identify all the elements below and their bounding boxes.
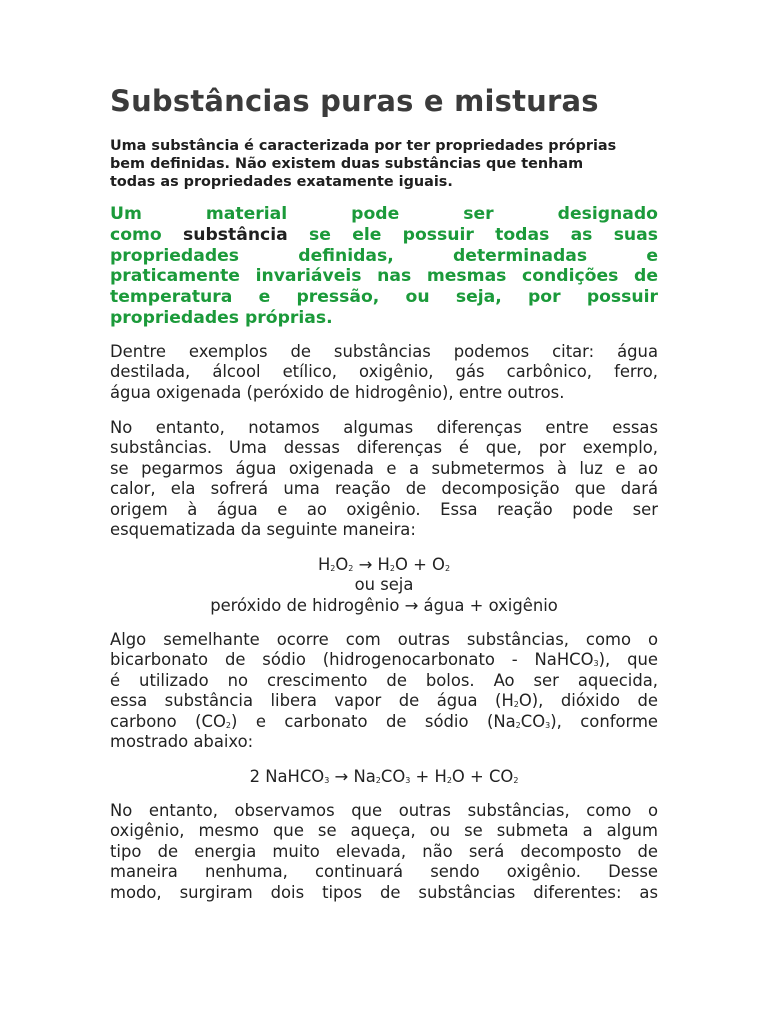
definition-text: se ele possuir todas as suas (287, 224, 658, 245)
intro-line: Uma substância é caracterizada por ter propriedades próprias (110, 138, 617, 154)
text-line: água oxigenada (peróxido de hidrogênio), entre outros. (110, 382, 565, 402)
text-line (110, 650, 658, 670)
equation-h2o2-formula (110, 555, 658, 575)
equation-nahco3 (110, 767, 658, 787)
definition-line: propriedades definidas, determinadas e (110, 245, 658, 266)
eq-subscript: 3 (405, 776, 411, 785)
substancia-highlight: substância (183, 224, 288, 245)
eq-subscript: 2 (348, 564, 354, 573)
text-line: origem à água e ao oxigênio. Essa reação pode ser (110, 499, 658, 519)
definition-line: Um material pode ser designado (110, 204, 658, 224)
eq-text: + H (410, 767, 447, 786)
text-line: maneira nenhuma, continuará sendo oxigênio. Desse (110, 862, 658, 882)
intro-line: bem definidas. Não existem duas substâncias que tenham (110, 156, 584, 172)
eq-subscript: 2 (446, 776, 452, 785)
page-title: Substâncias puras e misturas (110, 84, 599, 118)
eq-text: H (317, 555, 331, 574)
text-segment: ) e carbonato de sódio (Na (230, 711, 516, 731)
eq-subscript: 3 (324, 776, 330, 785)
eq-text: → H (353, 555, 390, 574)
text-line: No entanto, observamos que outras substâncias, como o (110, 801, 658, 820)
text-line: substâncias. Uma dessas diferenças é que, por exemplo, (110, 438, 658, 458)
eq-subscript: 2 (513, 776, 519, 785)
bicarbonate-paragraph (110, 630, 658, 752)
text-line: Algo semelhante ocorre com outras substâncias, como o (110, 630, 658, 649)
intro-line: todas as propriedades exatamente iguais. (110, 174, 453, 190)
oxygen-paragraph (110, 801, 658, 903)
eq-subscript: 2 (444, 564, 451, 573)
text-line: No entanto, notamos algumas diferenças entre essas (110, 418, 658, 437)
text-line: oxigênio, mesmo que se aqueça, ou se submeta a algum (110, 821, 658, 841)
equation-h2o2-words: peróxido de hidrogênio → água + oxigênio (210, 596, 558, 615)
text-line: esquematizada da seguinte maneira: (110, 520, 416, 540)
text-line: Dentre exemplos de substâncias podemos citar: água (110, 342, 658, 361)
eq-subscript: 2 (389, 564, 395, 573)
text-segment: O), dióxido de (518, 691, 658, 711)
text-line: se pegarmos água oxigenada e a submetermos à luz e ao (110, 458, 658, 478)
eq-text: O + CO (451, 767, 514, 786)
subscript: 2 (225, 720, 231, 730)
text-line: é utilizado no crescimento de bolos. Ao ser aquecida, (110, 670, 658, 690)
definition-line (110, 225, 658, 246)
text-segment: essa substância libera vapor de água (H (110, 691, 514, 711)
eq-text: 2 NaHCO (249, 767, 325, 786)
definition-paragraph (110, 204, 658, 329)
text-line: tipo de energia muito elevada, não será decomposto de (110, 841, 658, 861)
eq-text: O (335, 555, 349, 574)
text-segment: ), conforme (550, 711, 659, 731)
eq-text: + O (407, 555, 445, 574)
examples-paragraph (110, 342, 658, 403)
eq-text: O (394, 555, 408, 574)
equation-ou-seja: ou seja (354, 575, 414, 594)
subscript: 2 (515, 720, 521, 730)
definition-text: como (110, 224, 183, 245)
eq-subscript: 2 (330, 564, 336, 573)
text-line: modo, surgiram dois tipos de substâncias diferentes: as (110, 882, 658, 902)
text-line (110, 712, 658, 732)
text-segment: carbono (CO (110, 711, 226, 731)
text-segment: ), que (598, 650, 658, 670)
eq-text: CO (380, 767, 406, 786)
text-line (110, 691, 658, 711)
subscript: 3 (593, 659, 599, 669)
subscript: 2 (513, 700, 519, 710)
eq-subscript: 2 (375, 776, 381, 785)
text-line: destilada, álcool etílico, oxigênio, gás carbônico, ferro, (110, 362, 658, 382)
text-line: mostrado abaixo: (110, 732, 254, 752)
subscript: 3 (545, 720, 551, 730)
intro-paragraph (110, 137, 658, 191)
definition-line: temperatura e pressão, ou seja, por possuir (110, 287, 658, 308)
text-segment: bicarbonato de sódio (hidrogenocarbonato - NaHCO (110, 650, 594, 670)
differences-paragraph (110, 418, 658, 540)
text-segment: CO (520, 711, 546, 731)
text-line: calor, ela sofrerá uma reação de decomposição que dará (110, 479, 658, 499)
definition-line: propriedades próprias. (110, 307, 333, 328)
eq-text: → Na (329, 767, 376, 786)
definition-line: praticamente invariáveis nas mesmas condições de (110, 266, 658, 287)
